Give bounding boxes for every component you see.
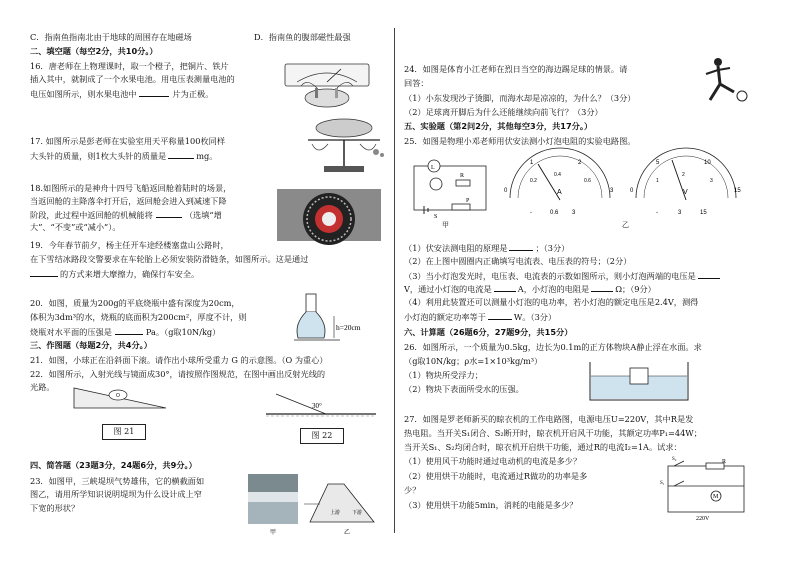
tire-chain-photo xyxy=(277,189,381,241)
q27-line2: 热电阻。当开关S₁闭合、S₂断开时，晾衣机开启风干功能，其额定功率P₁=44W； xyxy=(404,428,702,438)
q27-item2-line1: （2）使用烘干功能时，电流通过R做功的功率是多 xyxy=(404,471,588,481)
q26-line2: （g取10N/kg；ρ水=1×10³kg/m³） xyxy=(404,356,543,366)
lamp-label-s: S xyxy=(434,214,438,220)
q25-item2: （2）在上图中圆圈内正确填写电流表、电压表的符号；（2分） xyxy=(404,256,632,266)
v-term-3: 3 xyxy=(678,210,682,216)
fig22-label: 图 22 xyxy=(300,428,344,444)
v-term-neg: - xyxy=(656,210,658,216)
q25-item1: （1）伏安法测电阻的原理是 ；（3分） xyxy=(404,243,570,253)
svg-text:O: O xyxy=(116,393,120,399)
a-term-3: 3 xyxy=(572,210,576,216)
fruit-battery-figure xyxy=(277,58,377,110)
angle-label: 30° xyxy=(312,402,322,410)
a-tick-3: 3 xyxy=(610,188,614,194)
dam-figures xyxy=(248,474,386,538)
q27-line3: 当开关S₁、S₂均闭合时，晾衣机开启烘干功能，通过R的电流I₂=1A。试求： xyxy=(404,442,682,452)
v-term-15: 15 xyxy=(700,210,707,216)
ammeter-symbol: A xyxy=(557,189,562,196)
flask-height-label: h=20cm xyxy=(336,323,361,332)
q24-item2: （2）足球离开脚后为什么还能继续向前飞行？（3分） xyxy=(404,107,603,117)
dryer-circuit-figure xyxy=(660,457,752,522)
q24-item1: （1）小东发现沙子烫脚，而海水却是凉凉的，为什么？（3分） xyxy=(404,93,636,103)
fig21-label: 图 21 xyxy=(102,424,146,440)
a-tick-02: 0.2 xyxy=(530,178,537,184)
q27-item1: （1）使用风干功能时通过电动机的电流是多少？ xyxy=(404,456,582,466)
fig23-label-jia: 甲 xyxy=(270,530,277,536)
lamp-circuit-figure xyxy=(408,150,492,220)
fig25-label-yi: 乙 xyxy=(622,222,629,229)
q26-line1: 26．如图所示，一个质量为0.5kg，边长为0.1m的正方体物块A静止浮在水面。求 xyxy=(404,342,702,352)
q19-line2: 在下雪结冰路段交警要求在车轮胎上必须安装防滑链条，如图所示。这是通过 xyxy=(30,254,309,264)
q19-line1: 19．今年春节前夕，杨主任开车途经楼塞盘山公路时， xyxy=(30,240,229,250)
q16-line1: 16．唐老师在上物理课时，取一个橙子，把铜片、铁片 xyxy=(30,61,229,71)
q17-line1: 17. 如图所示是彭老师在实验室用天平称量100枚同样 xyxy=(30,136,226,146)
soccer-player-figure xyxy=(702,56,752,114)
q27-item3: （3）使用烘干功能5min，消耗的电能是多少？ xyxy=(404,500,578,510)
dam-label-downstream: 下游 xyxy=(352,510,363,516)
a-term-neg: - xyxy=(530,210,532,216)
q25-item4-line2: 小灯泡的额定功率等于 W。（3分） xyxy=(404,312,557,322)
v-tick-2: 2 xyxy=(682,172,685,178)
q19-line3: 的方式来增大摩擦力，确保行车安全。 xyxy=(30,268,199,280)
q25-text: 25．如图是物理小邓老师用伏安法测小灯泡电阻的实验电路图。 xyxy=(404,136,636,146)
v-tick-15: 15 xyxy=(734,188,741,194)
v-tick-0: 0 xyxy=(630,188,634,194)
voltage-label: 220V xyxy=(696,516,710,522)
motor-label: M xyxy=(713,494,719,500)
a-tick-06: 0.6 xyxy=(584,178,591,184)
a-tick-1: 1 xyxy=(530,160,534,166)
section-4-heading: 四、简答题（23题3分，24题6分，共9分。） xyxy=(30,460,197,470)
section-2-heading: 二、填空题（每空2分，共10分。） xyxy=(30,46,158,56)
q24-line2: 回答： xyxy=(404,78,429,88)
fig23-label-yi: 乙 xyxy=(344,530,351,536)
lamp-label-r: R xyxy=(460,173,465,179)
switch-label-s1: S₁ xyxy=(660,481,665,486)
v-tick-3: 3 xyxy=(710,178,713,184)
q18-line2: 当返回舱的主降落伞打开后，返回舱会进入到减速下降 xyxy=(30,196,227,206)
water-tank-figure xyxy=(586,360,692,404)
q23-line2: 图乙，请用所学知识说明堤坝为什么设计成上窄 xyxy=(30,489,202,499)
q23-line3: 下宽的形状？ xyxy=(30,503,80,513)
fig25-label-jia: 甲 xyxy=(442,222,449,229)
q27-item2-line2: 少？ xyxy=(404,485,421,495)
q25-item3-line2: V，通过小灯泡的电流是 A，小灯泡的电阻是 Ω；（9分） xyxy=(404,284,656,294)
q15-option-d: D．指南鱼的腹部磁性最强 xyxy=(254,32,351,42)
a-tick-2: 2 xyxy=(578,160,582,166)
q18-line3: 阶段，此过程中返回舱的机械能将 （选填“增 xyxy=(30,210,222,220)
balance-scale-figure xyxy=(298,108,390,176)
resistor-label-r: R xyxy=(722,459,727,465)
section-3-heading: 三、作图题（每题2分，共4分。） xyxy=(30,340,152,350)
q20-line1: 20．如图，质量为200g的平底烧瓶中盛有深度为20cm， xyxy=(30,298,240,308)
q21-text: 21．如图，小球正在沿斜面下滚。请作出小球所受重力 G 的示意图。（O 为重心） xyxy=(30,355,328,365)
v-tick-1: 1 xyxy=(656,178,659,184)
switch-label-s2: S₂ xyxy=(672,457,677,462)
column-divider xyxy=(394,28,395,533)
q18-line1: 18.如图所示的是神舟十四号飞船返回舱着陆时的场景， xyxy=(30,183,232,193)
q26-item1: （1）物块所受浮力； xyxy=(404,370,483,380)
q22-line2: 光路。 xyxy=(30,382,55,392)
a-term-06: 0.6 xyxy=(550,210,559,216)
section-6-heading: 六、计算题（26题6分，27题9分，共15分） xyxy=(404,327,573,337)
q27-line1: 27．如图是罗老师新买的晾衣机的工作电路图，电源电压U=220V，其中R是发 xyxy=(404,414,694,424)
q25-item3-line1: （3）当小灯泡发光时，电压表、电流表的示数如图所示，则小灯泡两端的电压是 xyxy=(404,270,720,282)
q17-line2: 大头针的质量，则1枚大头针的质量是 mg。 xyxy=(30,151,218,161)
a-tick-04: 0.4 xyxy=(554,172,561,178)
voltmeter-dial xyxy=(626,148,746,218)
dam-label-upstream: 上游 xyxy=(330,510,341,516)
incline-figure xyxy=(70,384,170,412)
q15-option-c: C．指南鱼指南北由于地球的周围存在地磁场 xyxy=(30,32,192,42)
v-tick-5: 5 xyxy=(656,160,660,166)
section-5-heading: 五、实验题（第2问2分，其他每空3分，共17分。） xyxy=(404,121,593,131)
left-column xyxy=(30,0,386,561)
flask-figure xyxy=(294,292,386,348)
ammeter-dial xyxy=(500,148,620,218)
right-column xyxy=(404,0,769,561)
lamp-label-p: P xyxy=(466,198,470,204)
a-tick-0: 0 xyxy=(504,188,508,194)
mirror-figure xyxy=(266,390,376,420)
q23-line1: 23．如图甲，三峡堤坝气势雄伟，它的横截面如 xyxy=(30,476,205,486)
q16-line3: 电压如图所示，则水果电池中 片为正极。 xyxy=(30,89,214,99)
q16-line2: 插入其中，就制成了一个水果电池。用电压表测量电池的 xyxy=(30,74,235,84)
q22-line1: 22．如图所示，入射光线与镜面成30°，请按照作图规范，在图中画出反射光线的 xyxy=(30,369,326,379)
q25-item4-line1: （4）利用此装置还可以测量小灯泡的电功率，若小灯泡的额定电压是2.4V，测得 xyxy=(404,297,699,307)
q24-line1: 24．如图是体育小江老师在烈日当空的海边踢足球的情景。请 xyxy=(404,64,628,74)
q20-line3: 烧瓶对水平面的压强是 Pa。（g取10N/kg） xyxy=(30,327,221,337)
lamp-label-l: L xyxy=(431,165,435,171)
voltmeter-symbol: V xyxy=(683,189,688,196)
q20-line2: 体积为3dm³的水，烧瓶的底面积为200cm²，厚度不计，则 xyxy=(30,312,247,322)
v-tick-10: 10 xyxy=(704,160,711,166)
q26-item2: （2）物块下表面所受水的压强。 xyxy=(404,384,524,394)
q18-line4: 大”、“不变”或“减小”）。 xyxy=(30,222,121,232)
